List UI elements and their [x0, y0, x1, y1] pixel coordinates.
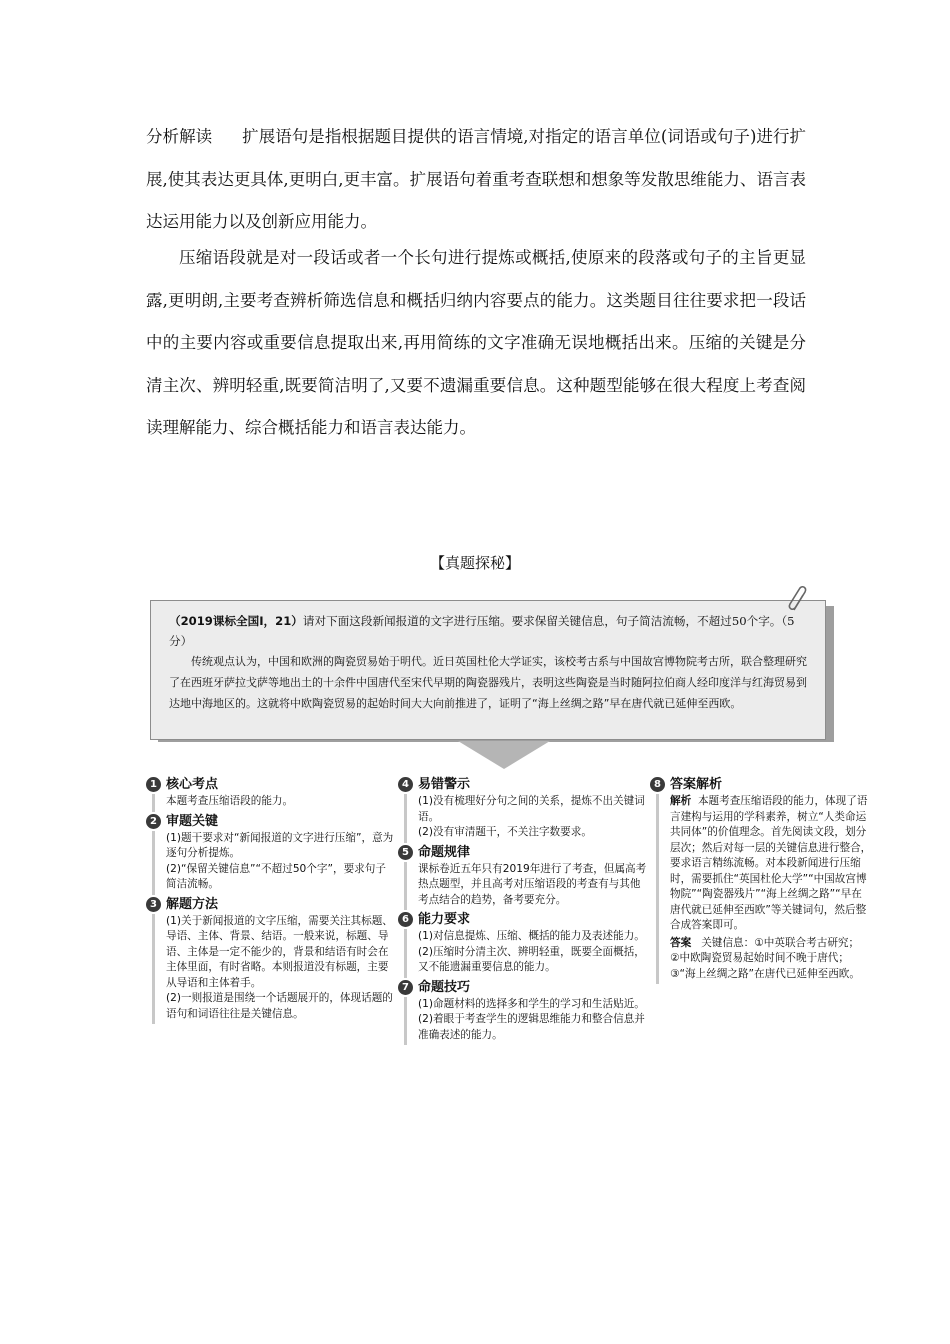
section-warning — [398, 776, 648, 841]
section-technique — [398, 979, 648, 1044]
review-line-2: (2)“保留关键信息”“不超过50个字”，要求句子简洁流畅。 — [166, 862, 386, 890]
technique-line-2: (2)着眼于考查学生的逻辑思维能力和整合信息并准确表述的能力。 — [418, 1013, 645, 1041]
step-number-1: 1 — [146, 777, 161, 792]
question-source: （2019课标全国Ⅰ，21） — [169, 614, 303, 628]
step-number-5: 5 — [398, 845, 413, 860]
method-line-2: (2)一则报道是围绕一个话题展开的，体现话题的语句和词语往往是关键信息。 — [166, 992, 393, 1020]
analysis-label: 分析解读 — [146, 127, 213, 146]
section-title: 【真题探秘】 — [429, 554, 520, 572]
step-number-7: 7 — [398, 980, 413, 995]
paperclip-icon — [786, 584, 810, 614]
intro-text-1: 扩展语句是指根据题目提供的语言情境,对指定的语言单位(词语或句子)进行扩展,使其表达更具体,更明白,更丰富。扩展语句着重考查联想和想象等发散思维能力、语言表达运用能力以及创新应用能力。 — [146, 127, 806, 231]
question-card — [150, 600, 826, 740]
step-number-4: 4 — [398, 777, 413, 792]
answer-line-2: ②中欧陶瓷贸易起始时间不晚于唐代； — [670, 952, 849, 964]
question-prompt — [169, 611, 807, 651]
analysis-column-1 — [146, 776, 394, 1025]
section-core-point — [146, 776, 394, 810]
section-title-answer: 答案解析 — [670, 777, 723, 792]
pattern-line-1: 课标卷近五年只有2019年进行了考查，但属高考热点题型，并且高考对压缩语段的考查有与其他考点结合的趋势，备考要充分。 — [418, 862, 647, 906]
section-key-review — [146, 813, 394, 893]
section-title-review: 审题关键 — [166, 813, 219, 829]
step-number-8: 8 — [650, 777, 665, 792]
question-instruction: 请对下面这段新闻报道的文字进行压缩。要求保留关键信息，句子简洁流畅，不超过50个字。（5分） — [169, 614, 795, 648]
step-number-3: 3 — [146, 897, 161, 912]
warning-line-1: (1)没有梳理好分句之间的关系，提炼不出关键词语。 — [418, 795, 645, 823]
section-answer — [650, 776, 872, 982]
section-title-pattern: 命题规律 — [418, 844, 471, 860]
question-passage: 传统观点认为，中国和欧洲的陶瓷贸易始于明代。近日英国杜伦大学证实，该校考古系与中国故宫博物院考古所，联合整理研究了在西班牙萨拉戈萨等地出土的十余件中国唐代至宋代早期的陶瓷器残片，表明这些陶瓷是当时随阿拉伯商人经印度洋与红海贸易到达地中海地区的。这就将中欧陶瓷贸易的起始时间大大向前推进了，证明了“海上丝绸之路”早在唐代就已延伸至西欧。 — [169, 655, 807, 710]
card-pointer — [458, 741, 550, 769]
ability-line-2: (2)压缩时分清主次、辨明轻重，既要全面概括，又不能遗漏重要信息的能力。 — [418, 945, 645, 973]
explanation-label: 解析 — [670, 795, 692, 807]
section-ability — [398, 911, 648, 976]
technique-line-1: (1)命题材料的选择多和学生的学习和生活贴近。 — [418, 997, 645, 1010]
analysis-column-3 — [650, 776, 872, 985]
analysis-column-2 — [398, 776, 648, 1046]
warning-line-2: (2)没有审清题干，不关注字数要求。 — [418, 826, 592, 838]
section-title-ability: 能力要求 — [418, 912, 471, 927]
section-title-core: 核心考点 — [166, 777, 219, 792]
explanation-body: 本题考查压缩语段的能力，体现了语言建构与运用的学科素养，树立“人类命运共同体”的价值理念。首先阅读文段，划分层次；然后对每一层的关键信息进行整合，要求语言精练流畅。对本段新闻进行压缩时，需要抓住“英国杜伦大学”“中国故宫博物院”“陶瓷器残片”“海上丝绸之路”“早在唐代就已延伸至西欧”等关键词句，然后整合成答案即可。 — [670, 795, 872, 931]
section-pattern — [398, 844, 648, 909]
section-title-method: 解题方法 — [166, 896, 219, 912]
core-point-line: 本题考查压缩语段的能力。 — [166, 795, 294, 807]
step-number-6: 6 — [398, 912, 413, 927]
method-line-1: (1)关于新闻报道的文字压缩，需要关注其标题、导语、主体、背景、结语。一般来说，标题、导语、主体是一定不能少的，背景和结语有时会在主体里面，有时省略。本则报道没有标题，主要从导语和主体着手。 — [166, 914, 393, 989]
intro-paragraph-1 — [146, 116, 806, 244]
section-title-technique: 命题技巧 — [418, 979, 471, 995]
step-number-2: 2 — [146, 814, 161, 829]
section-method — [146, 896, 394, 1023]
intro-paragraph-2: 压缩语段就是对一段话或者一个长句进行提炼或概括,使原来的段落或句子的主旨更显露,更明朗,主要考查辨析筛选信息和概括归纳内容要点的能力。这类题目往往要求把一段话中的主要内容或重要信息提取出来,再用简练的文字准确无误地概括出来。压缩的关键是分清主次、辨明轻重,既要简洁明了,又要不遗漏重要信息。这种题型能够在很大程度上考查阅读理解能力、综合概括能力和语言表达能力。 — [146, 248, 806, 437]
answer-label: 答案 — [670, 936, 692, 949]
explanation-text — [670, 794, 872, 934]
answer-line-1: 关键信息：①中英联合考古研究； — [701, 936, 860, 949]
section-title-warning: 易错警示 — [418, 777, 471, 792]
ability-line-1: (1)对信息提炼、压缩、概括的能力及表述能力。 — [418, 930, 645, 942]
answer-line-3: ③“海上丝绸之路”在唐代已延伸至西欧。 — [670, 967, 860, 980]
answer-text — [670, 936, 872, 952]
review-line-1: (1)题干要求对“新闻报道的文字进行压缩”，意为逐句分析提炼。 — [166, 831, 394, 859]
